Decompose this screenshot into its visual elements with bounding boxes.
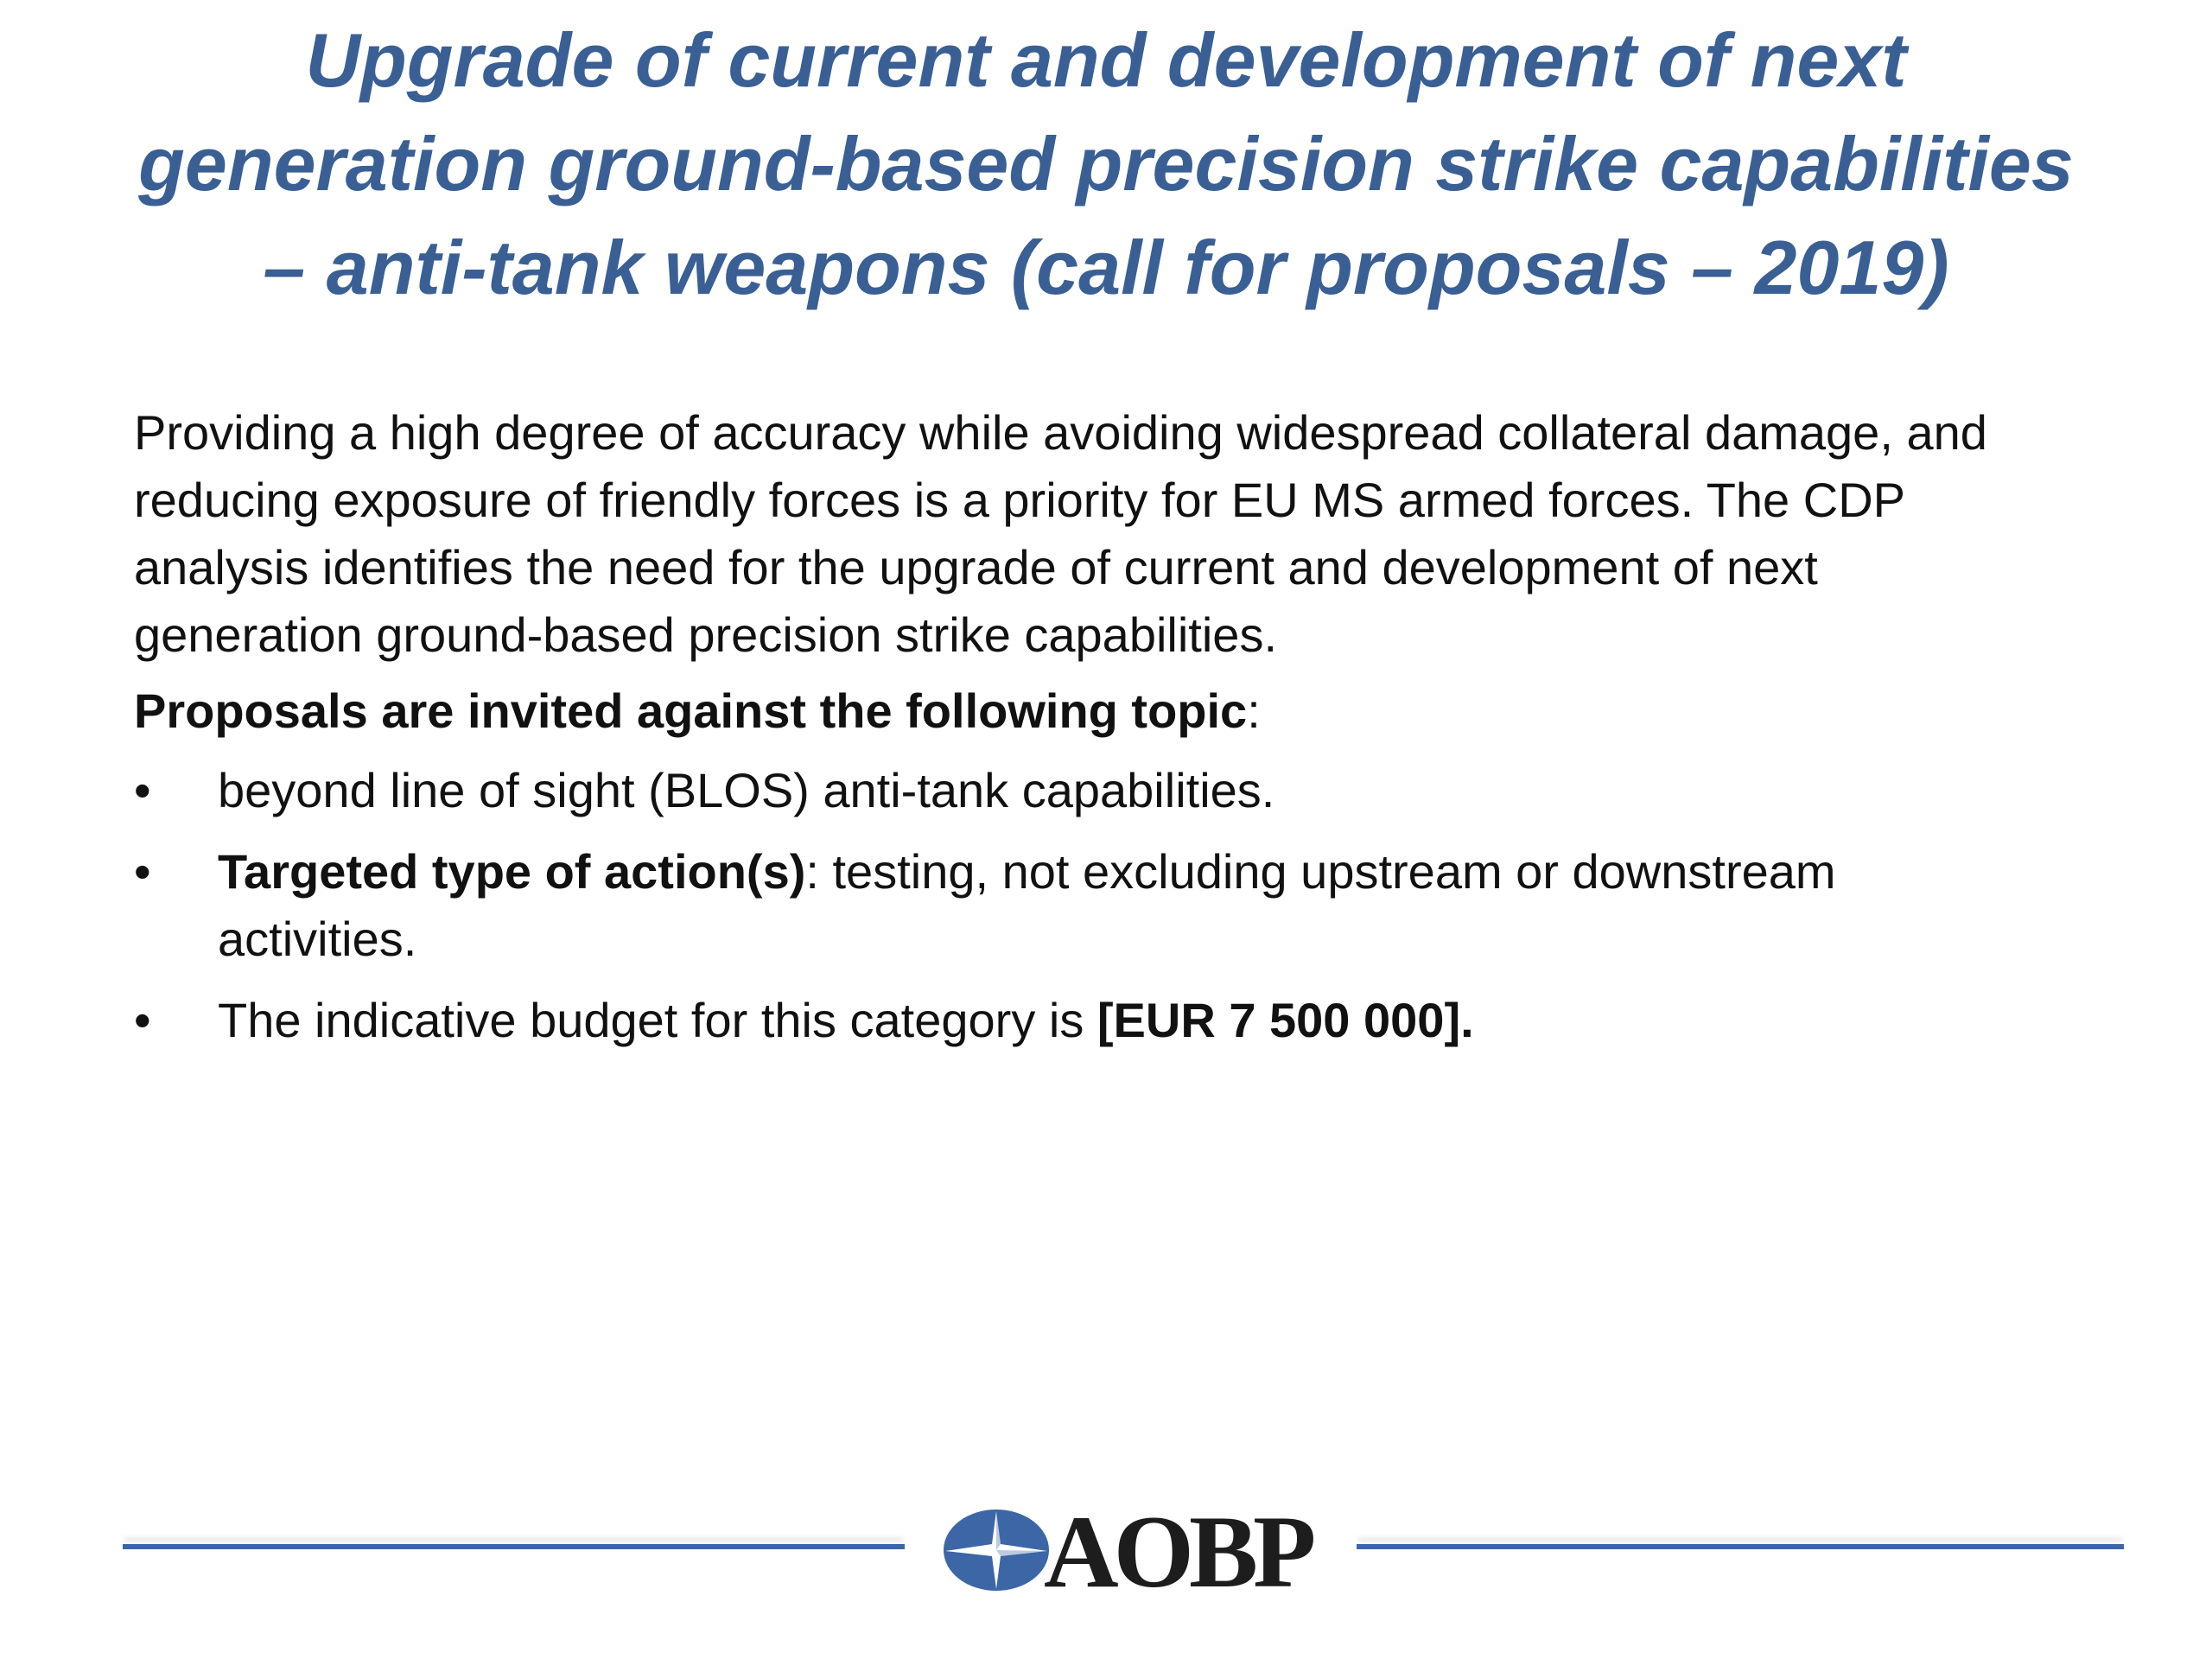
bullet-item-blos [134, 757, 2087, 824]
bullet-dot: • [134, 844, 151, 899]
intro-paragraph [134, 399, 2087, 669]
topic-heading-colon: : [1247, 683, 1261, 738]
bullet-item-action-type [134, 838, 2087, 973]
budget-amount: [EUR 7 500 000]. [1096, 993, 1474, 1047]
action-type-label: Targeted type of action(s) [218, 844, 806, 899]
footer-divider-left [123, 1544, 905, 1549]
action-type-value: : testing, not excluding upstream or downstream [805, 844, 1836, 899]
compass-star-icon [942, 1508, 1051, 1592]
bullet-dot: • [134, 763, 151, 817]
bullet-text-line-2: activities. [218, 912, 417, 966]
footer-divider-right [1357, 1544, 2124, 1549]
intro-line-3: analysis identifies the need for the upgrade of current and development of next [134, 540, 1818, 594]
slide-title [121, 9, 2091, 320]
intro-line-2: reducing exposure of friendly forces is a priority for EU MS armed forces. The CDP [134, 473, 1905, 527]
title-line-3: – anti-tank weapons (call for proposals – 2019) [263, 225, 1949, 310]
topic-heading [134, 677, 2087, 745]
intro-line-4: generation ground-based precision strike capabilities. [134, 607, 1277, 662]
bullet-dot: • [134, 993, 151, 1047]
bullet-text-line-1 [218, 838, 2087, 906]
budget-line [218, 987, 2087, 1054]
slide-body [134, 399, 2087, 1068]
bullet-item-budget [134, 987, 2087, 1054]
logo-wordmark: AOBP [1044, 1494, 1312, 1609]
title-line-1: Upgrade of current and development of next [305, 17, 1907, 103]
topic-heading-bold: Proposals are invited against the following topic [134, 683, 1248, 738]
title-line-2: generation ground-based precision strike capabilities [138, 121, 2074, 207]
bullet-list [134, 757, 2087, 1054]
aobp-logo [942, 1494, 1322, 1609]
bullet-text: beyond line of sight (BLOS) anti-tank capabilities. [218, 763, 1275, 817]
intro-line-1: Providing a high degree of accuracy while avoiding widespread collateral damage, and [134, 405, 1987, 460]
budget-text: The indicative budget for this category is [218, 993, 1097, 1047]
